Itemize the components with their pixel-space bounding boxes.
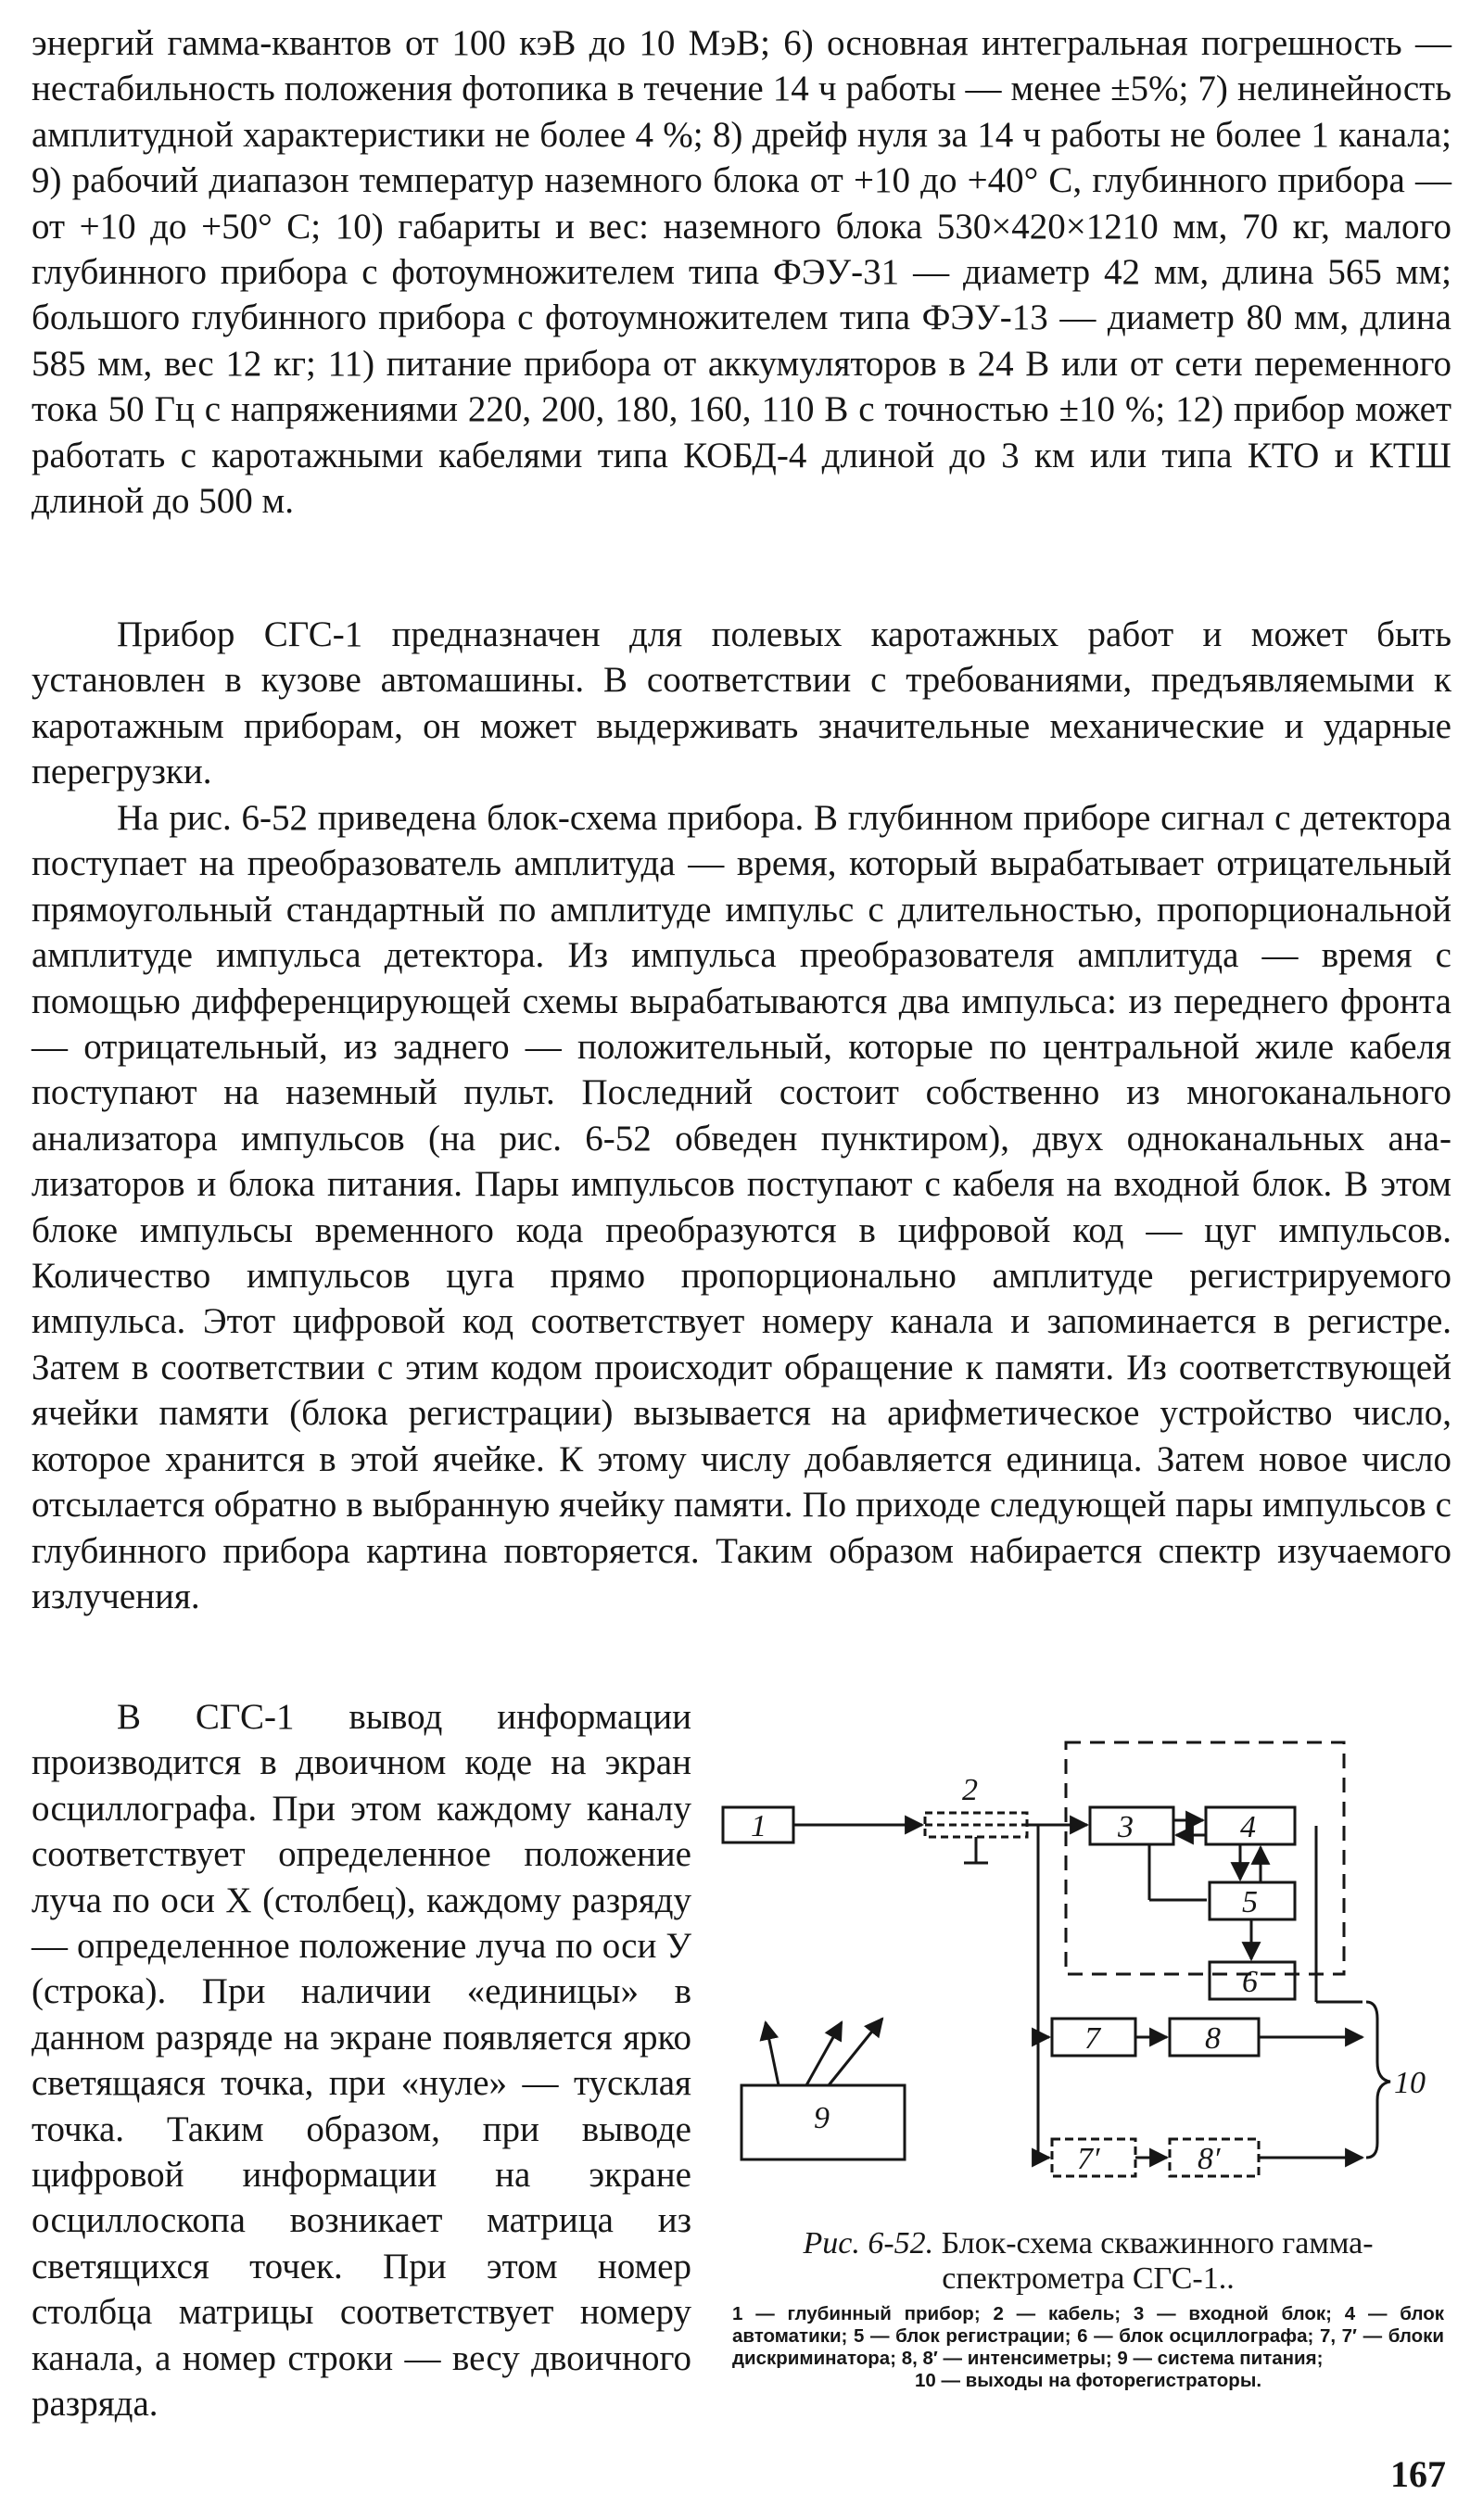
figure-legend-last: 10 — выходы на фоторегистраторы. [914,2370,1262,2391]
block-3-label: 3 [1118,1810,1134,1844]
paragraph-block-diagram-description: На рис. 6-52 приведена блок-схема прибора. В глубинном приборе сигнал с детектора поступает на преобразователь амплитуда — время, который вырабатывает отрицательный прямоугольный стандартный по амплитуде импульс с длительностью, пропорциональной амплитуде импульса детектора. Из импульса преобразователя амплитуда — время с помощью дифференцирующей схемы вырабатываются два импульса: из переднего фронта — отрицательный, из заднего — положительный, которые по центральной жиле кабеля поступают на наземный пульт. Последний состоит собственно из многоканального анализатора импульсов (на рис. 6-52 обведен пунктиром), двух одноканальных анализаторов и блока питания. Пары импульсов поступают с кабеля на входной блок. В этом блоке импульсы временного кода преобразуются в цифровой код — цуг импульсов. Количество импульсов цуга прямо пропорционально амплитуде регистрируемого импульса. Этот цифровой код соответствует номеру канала и запоминается в регистре. Затем в соответствии с этим кодом происходит обращение к памяти. Из соответствующей ячейки памяти (блока регистрации) вызывается на арифметическое устройство число, которое хранится в этой ячейке. К этому числу добавляется единица. Затем новое число отсылается обратно в выбранную ячейку памяти. По приходе следующей пары импульсов с глубинного прибора картина повторяется. Таким образом набирается спектр изучаемого излучения. [32,798,1451,1616]
analyzer-dashed-outline [1066,1742,1344,1974]
block-8-prime-label: 8′ [1198,2142,1221,2176]
figure-legend-main: 1 — глубинный прибор; 2 — кабель; 3 — входной блок; 4 — блок автоматики; 5 — блок регистрации; 6 — блок осциллографа; 7, 7′ — блоки дискриминатора; 8, 8′ — интенсиметры; 9 — система питания; [732,2303,1444,2369]
block-5-label: 5 [1242,1885,1258,1919]
paragraph-purpose: Прибор СГС-1 предназначен для полевых каротажных работ и может быть установлен в кузове автомашины. В соответствии с требованиями, предъявляемыми к каротажным приборам, он может выдерживать значительные механические и ударные перегрузки. [32,614,1451,792]
block-10-label: 10 [1394,2066,1426,2100]
power-arrow-left [766,2022,779,2085]
block-6-label: 6 [1242,1965,1258,1999]
block-diagram [714,1724,1455,2224]
figure-legend [732,2303,1444,2392]
figure-caption [732,2226,1444,2297]
block-4-label: 4 [1240,1810,1256,1844]
block-2-label: 2 [962,1773,978,1807]
figure-caption-text: Блок-схема скважинного гамма-спектрометра СГС-1.. [941,2226,1374,2296]
block-9-label: 9 [814,2101,830,2135]
block-1-label: 1 [751,1809,767,1843]
outputs-brace [1366,2002,1390,2158]
page-number: 167 [1390,2453,1446,2495]
block-7-label: 7 [1084,2021,1100,2056]
paragraph-specs-continued: энергий гамма-квантов от 100 кэВ до 10 МэВ; 6) основная интегральная погрешность — нестабильность положения фотопика в течение 14 ч работы — менее ±5%; 7) нелинейность амплитудной характеристики не более 4 %; 8) дрейф нуля за 14 ч работы не более 1 канала; 9) рабочий диапазон температур наземного блока от +10 до +40° С, глубинного прибора — от +10 до +50° С; 10) габариты и вес: наземного блока 530×420×1210 мм, 70 кг, малого глубинного прибора с фотоумножителем типа ФЭУ-31 — диаметр 42 мм, длина 565 мм; большого глубинного прибора с фотоумножителем типа ФЭУ-13 — диаметр 80 мм, длина 585 мм, вес 12 кг; 11) питание прибора от аккумуляторов в 24 В или от сети переменного тока 50 Гц с напряжениями 220, 200, 180, 160, 110 В с точностью ±10 %; 12) прибор может работать с каротажными кабелями типа КОБД-4 длиной до 3 км или типа КТО и КТШ длиной до 500 м. [32,23,1451,522]
paragraph-information-output: В СГС-1 вывод информации производится в двоичном коде на экран осциллографа. При этом каждому каналу соответствует определенное положение луча по оси X (столбец), каждому разряду — определенное положение луча по оси У (строка). При наличии «единицы» в данном разряде на экране появляется ярко светящаяся точка, при «нуле» — тусклая точка. Таким образом, при выводе цифровой информации на экране осциллоскопа возникает матрица из светящихся точек. При этом номер столбца матрицы соответствует номеру канала, а номер строки — весу двоичного разряда. [32,1697,691,2425]
figure-caption-label: Рис. 6-52. [803,2226,934,2260]
block-7-prime-label: 7′ [1077,2142,1100,2176]
figure-6-52 [714,1724,1455,2391]
block-8-label: 8 [1205,2021,1221,2056]
